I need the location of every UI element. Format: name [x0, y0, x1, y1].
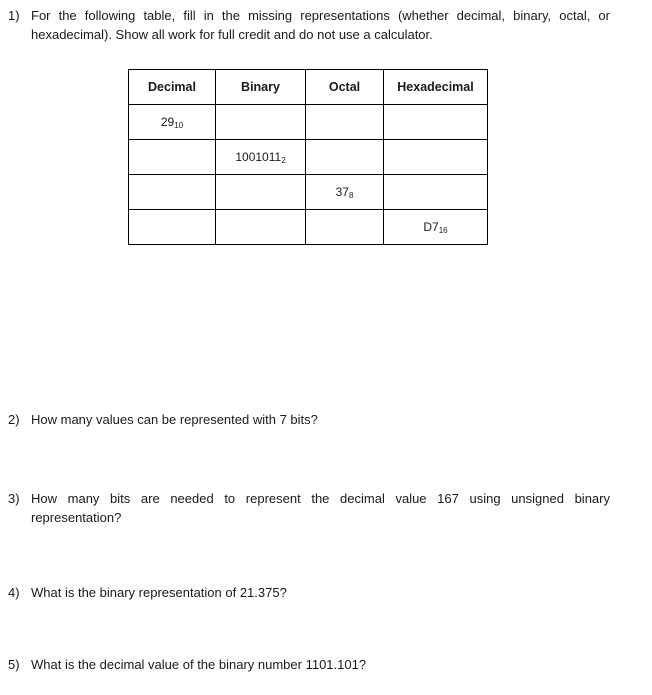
empty-cell [216, 105, 306, 140]
empty-cell [129, 140, 216, 175]
table-row [129, 140, 488, 175]
empty-cell [306, 105, 384, 140]
question-text: How many values can be represented with 7 bits? [31, 412, 318, 427]
header-binary: Binary [216, 70, 306, 105]
cell-decimal-value: $29_{10}$ [129, 105, 216, 140]
question-text: What is the binary representation of 21.375? [31, 585, 287, 600]
question-1 [8, 6, 610, 44]
question-number: 3) [8, 491, 20, 506]
header-octal: Octal [306, 70, 384, 105]
empty-cell [129, 210, 216, 245]
cell-hexadecimal-value: $D7_{16}$ [384, 210, 488, 245]
table-row [129, 105, 488, 140]
empty-cell [129, 175, 216, 210]
conversion-table [128, 69, 488, 245]
question-text: For the following table, fill in the missing representations (whether decimal, binary, octal, or hexadecimal). Show all work for full credit and do not use a calculator. [31, 8, 610, 42]
question-number: 2) [8, 412, 20, 427]
table-row [129, 210, 488, 245]
question-text: How many bits are needed to represent the decimal value 167 using unsigned binary representation? [31, 491, 610, 525]
question-3 [8, 489, 610, 527]
empty-cell [306, 210, 384, 245]
empty-cell [216, 175, 306, 210]
table-row [129, 175, 488, 210]
question-2 [8, 410, 610, 429]
question-4 [8, 583, 610, 602]
question-number: 5) [8, 657, 20, 672]
empty-cell [384, 175, 488, 210]
empty-cell [384, 140, 488, 175]
header-hexadecimal: Hexadecimal [384, 70, 488, 105]
question-number: 1) [8, 8, 20, 23]
table-header-row [129, 70, 488, 105]
question-5 [8, 655, 610, 674]
cell-octal-value: $37_8$ [306, 175, 384, 210]
cell-binary-value: $1001011_2$ [216, 140, 306, 175]
empty-cell [384, 105, 488, 140]
header-decimal: Decimal [129, 70, 216, 105]
question-number: 4) [8, 585, 20, 600]
question-text: What is the decimal value of the binary number 1101.101? [31, 657, 367, 672]
empty-cell [306, 140, 384, 175]
empty-cell [216, 210, 306, 245]
